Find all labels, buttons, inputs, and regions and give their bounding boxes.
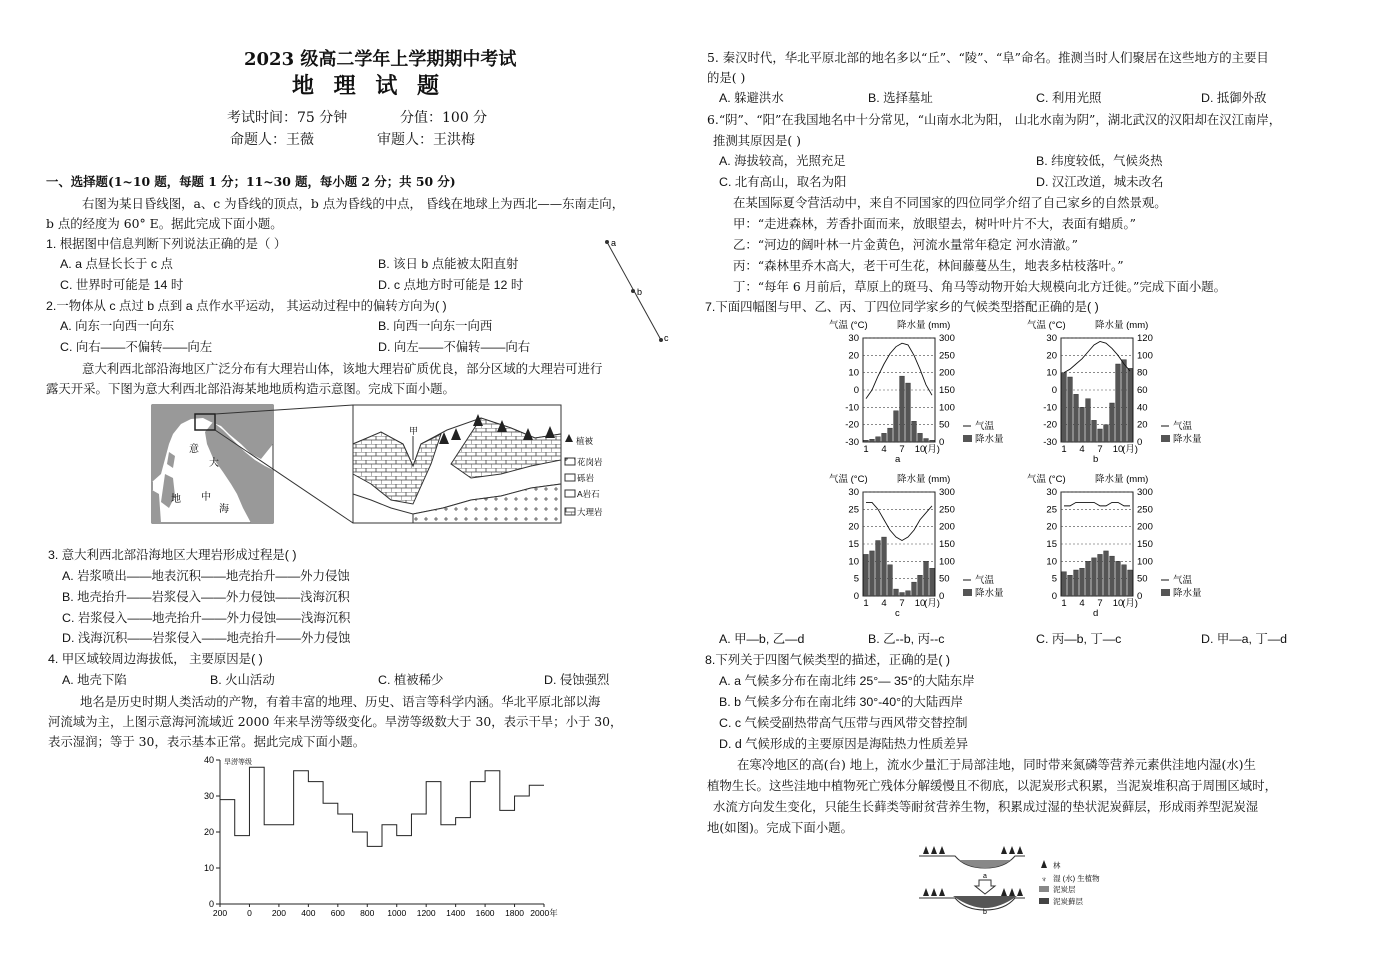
precip-tick-label: 200 [939, 367, 955, 379]
svg-text:b: b [983, 909, 987, 914]
x-tick-label: 1200 [416, 908, 436, 917]
temp-tick-label: 20 [1046, 350, 1057, 362]
precip-tick-label: 80 [1137, 367, 1148, 379]
q8-option-a[interactable]: A. a 气候多分布在南北纬 25°— 35°的大陆东岸 [719, 674, 975, 688]
precip-bar [918, 433, 923, 442]
precip-tick-label: 50 [939, 419, 950, 431]
q3-option-c[interactable]: C. 岩浆侵入——地壳抬升——外力侵蚀——浅海沉积 [62, 611, 351, 625]
precip-tick-label: 50 [939, 573, 950, 585]
x-tick-label: 1800 [505, 908, 525, 917]
precip-tick-label: 120 [1137, 333, 1153, 344]
q5-option-c[interactable]: C. 利用光照 [1036, 91, 1102, 105]
temp-tick-label: -10 [1043, 402, 1057, 414]
scene-jia: 甲：“走进森林，芳香扑面而来，放眼望去，树叶叶片不大，表面有蜡质。” [733, 216, 1136, 231]
temp-curve [866, 502, 932, 540]
precip-bar [930, 440, 935, 442]
precip-axis-title: 降水量 (mm) [1095, 474, 1149, 485]
precip-tick-label: 100 [1137, 350, 1153, 362]
temp-curve [1064, 502, 1130, 505]
precip-bar [888, 428, 893, 442]
precip-bar [906, 383, 911, 442]
peat-paragraph: 在寒冷地区的高(台) 地上，流水少量汇于局部洼地，同时带来氮磷等营养元素供洼地内湿(水)生 [737, 757, 1256, 772]
precip-tick-label: 150 [1137, 539, 1153, 550]
precip-bar [864, 554, 869, 596]
q6-option-d[interactable]: D. 汉江改道，城未改名 [1036, 175, 1164, 189]
x-tick-label: 1400 [446, 908, 466, 917]
precip-bar [1110, 403, 1115, 442]
chart-name: d [1093, 608, 1099, 619]
exam-time: 考试时间：75 分钟 [227, 110, 348, 126]
temp-tick-label: 5 [853, 573, 859, 585]
precip-bar [870, 439, 875, 442]
temp-tick-label: 0 [853, 591, 859, 602]
point-jia-label: 甲 [409, 426, 419, 436]
precip-bar [876, 541, 881, 596]
precip-bar [900, 593, 905, 596]
temp-tick-label: 30 [848, 487, 859, 498]
legend-temp-label: 气温 [975, 575, 995, 586]
temp-tick-label: -20 [1043, 419, 1057, 431]
precip-bar [1092, 558, 1097, 596]
month-tick-label: 7 [899, 444, 905, 455]
scene-yi: 乙：“河边的阔叶林一片金黄色，河流水量常年稳定 河水清澈。” [733, 237, 1078, 252]
precip-tick-label: 40 [1137, 402, 1148, 414]
precip-bar [1128, 570, 1133, 596]
q2-option-a[interactable]: A. 向东一向西一向东 [60, 319, 175, 333]
precip-bar [864, 440, 869, 442]
question-3-stem: 3. 意大利西北部沿海地区大理岩形成过程是( ) [48, 548, 297, 562]
temp-tick-label: 30 [848, 333, 859, 344]
legend-temp-label: 气温 [1173, 421, 1193, 432]
question-5-stem: 5. 秦汉时代，华北平原北部的地名多以“丘”、“陵”、“阜”命名。推测当时人们聚居在这些地方的主要目 [707, 50, 1269, 65]
month-unit-label: (月) [924, 444, 940, 455]
climate-chart-a [827, 318, 1017, 466]
precip-bar [1080, 407, 1085, 442]
month-tick-label: 10 [914, 598, 926, 609]
precip-tick-label: 100 [939, 556, 955, 568]
question-6-stem: 6.“阴”、“阳”在我国地名中十分常见，“山南水北为阳， 山北水南为阴”，湖北武汉的汉阳却在汉江南岸， [707, 112, 1282, 127]
temp-tick-label: 0 [1051, 591, 1057, 602]
legend-temp-label: 气温 [975, 421, 995, 432]
precip-tick-label: 50 [1137, 573, 1148, 585]
precip-axis-title: 降水量 (mm) [897, 474, 951, 485]
y-tick-label: 40 [203, 755, 214, 765]
y-tick-label: 10 [203, 863, 214, 873]
q5-option-b[interactable]: B. 选择墓址 [868, 91, 933, 105]
precip-bar [1116, 561, 1121, 596]
temp-tick-label: 10 [848, 367, 859, 379]
legend-precip-label: 降水量 [1173, 434, 1202, 445]
label-a: a [611, 238, 617, 248]
precip-bar [912, 421, 917, 442]
precip-bar [906, 591, 911, 596]
q7-option-a[interactable]: A. 甲—b, 乙—d [719, 632, 805, 646]
chart-name: b [1093, 454, 1099, 465]
exam-score: 分值：100 分 [400, 110, 488, 126]
exam-author: 命题人：王薇 [230, 132, 314, 148]
temp-tick-label: 0 [1051, 385, 1057, 396]
chart-name: c [895, 608, 900, 619]
precip-bar [1104, 551, 1109, 596]
precip-bar [882, 537, 887, 596]
precip-bar [1098, 429, 1103, 442]
q2-option-d[interactable]: D. 向左——不偏转——向右 [378, 340, 531, 354]
svg-text:植被: 植被 [576, 436, 594, 446]
temp-tick-label: -20 [845, 419, 859, 431]
q6-option-b[interactable]: B. 纬度较低，气候炎热 [1036, 154, 1163, 168]
intro-line: 右图为某日昏线图，a、c 为昏线的顶点，b 点为昏线的中点， 昏线在地球上为西北——东南走向， [82, 196, 625, 211]
question-5-stem: 的是( ) [707, 70, 746, 85]
q4-option-d[interactable]: D. 侵蚀强烈 [544, 673, 610, 687]
precip-tick-label: 300 [939, 487, 955, 498]
svg-text:A岩石: A岩石 [577, 489, 600, 499]
precip-bar [1122, 360, 1127, 442]
precip-bar [1068, 575, 1073, 596]
legend-precip-swatch [963, 589, 972, 596]
scene-ding: 丁：“每年 6 月前后，草原上的斑马、角马等动物开始大规模向北方迁徙。”完成下面小题。 [733, 279, 1227, 294]
precip-tick-label: 0 [939, 437, 945, 448]
q2-option-b[interactable]: B. 向西一向东一向西 [378, 319, 493, 333]
temp-tick-label: -10 [845, 402, 859, 414]
legend-precip-swatch [1161, 589, 1170, 596]
x-tick-label: 1600 [475, 908, 495, 917]
q3-option-b[interactable]: B. 地壳抬升——岩浆侵入——外力侵蚀——浅海沉积 [62, 590, 350, 604]
precip-bar [924, 439, 929, 442]
x-tick-label: 600 [330, 908, 345, 917]
q7-option-b[interactable]: B. 乙--b, 丙--c [868, 632, 945, 646]
q5-option-a[interactable]: A. 躲避洪水 [719, 91, 784, 105]
precip-tick-label: 150 [939, 539, 955, 550]
temp-tick-label: 30 [1046, 487, 1057, 498]
precip-bar [1086, 561, 1091, 596]
temp-tick-label: -30 [845, 437, 859, 448]
precip-bar [1092, 420, 1097, 442]
peat-stage-a [919, 846, 1025, 880]
precip-bar [1086, 399, 1091, 442]
temp-axis-title: 气温 (°C) [829, 474, 868, 485]
scene-intro: 在某国际夏令营活动中，来自不同国家的四位同学介绍了自己家乡的自然景观。 [733, 195, 1167, 210]
precip-tick-label: 100 [939, 402, 955, 414]
q8-option-d[interactable]: D. d 气候形成的主要原因是海陆热力性质差异 [719, 737, 969, 751]
climate-chart-d [1025, 472, 1215, 620]
point-b [631, 289, 635, 293]
month-unit-label: (月) [1122, 598, 1138, 609]
month-tick-label: 4 [1079, 598, 1085, 609]
precip-bar [888, 565, 893, 596]
exam-title: 2023 级高二学年上学期期中考试 [244, 49, 517, 70]
temp-tick-label: 10 [848, 556, 859, 568]
precip-bar [1116, 364, 1121, 442]
peat-stage-b [919, 888, 1025, 914]
month-tick-label: 1 [1061, 598, 1067, 609]
italy-paragraph: 意大利西北部沿海地区广泛分布有大理岩山体，该地大理岩矿质优良，部分区域的大理岩可进行 [82, 361, 603, 376]
svg-text:湿 (水) 生植物: 湿 (水) 生植物 [1053, 874, 1100, 883]
y-tick-label: 0 [208, 899, 214, 909]
precip-bar [894, 589, 899, 596]
map-label: 大 [209, 458, 219, 469]
map-label: 意 [189, 444, 199, 455]
temp-tick-label: 30 [1046, 333, 1057, 344]
precip-bar [1098, 554, 1103, 596]
month-tick-label: 4 [881, 444, 887, 455]
place-name-paragraph: 河流域为主，上图示意海河流域近 2000 年来旱涝等级变化。旱涝等级数大于 30，表示干旱；小于 30， [48, 714, 623, 729]
q1-option-c[interactable]: C. 世界时可能是 14 时 [60, 278, 184, 292]
section-heading: 一、选择题(1~10 题，每题 1 分；11~30 题，每小题 2 分；共 50 分) [46, 174, 456, 189]
q1-option-d[interactable]: D. c 点地方时可能是 12 时 [378, 278, 524, 292]
x-tick-label: 1000 [387, 908, 407, 917]
map-label: 地 [171, 494, 181, 505]
temp-tick-label: 10 [1046, 556, 1057, 568]
precip-bar [1104, 425, 1109, 442]
chart-ticks [204, 755, 558, 917]
x-tick-label: 200 [212, 908, 228, 917]
q3-option-d[interactable]: D. 浅海沉积——岩浆侵入——地壳抬升——外力侵蚀 [62, 631, 351, 645]
place-name-paragraph: 表示湿润；等于 30，表示基本正常。据此完成下面小题。 [48, 734, 366, 749]
point-a [605, 240, 609, 244]
label-c: c [664, 333, 669, 343]
precip-axis-title: 降水量 (mm) [897, 320, 951, 331]
legend-precip-label: 降水量 [975, 434, 1004, 445]
question-2-stem: 2.一物体从 c 点过 b 点到 a 点作水平运动， 其运动过程中的偏转方向为( ) [46, 299, 447, 313]
month-unit-label: (月) [924, 598, 940, 609]
q4-option-c[interactable]: C. 植被稀少 [378, 673, 444, 687]
precip-bar [900, 376, 905, 442]
precip-bar [912, 582, 917, 596]
question-6-stem: 推测其原因是( ) [713, 133, 801, 148]
svg-text:砾岩: 砾岩 [577, 473, 595, 483]
q6-option-a[interactable]: A. 海拔较高，光照充足 [719, 154, 846, 168]
dusk-line-diagram [599, 236, 679, 346]
month-tick-label: 7 [899, 598, 905, 609]
climate-chart-b [1025, 318, 1215, 466]
precip-bar [1128, 368, 1133, 442]
x-tick-label: 800 [360, 908, 375, 917]
precip-tick-label: 0 [939, 591, 945, 602]
italy-geology-figure [151, 404, 621, 526]
peat-paragraph: 地(如图)。完成下面小题。 [707, 820, 853, 835]
month-tick-label: 7 [1097, 444, 1103, 455]
temp-tick-label: 20 [1046, 521, 1057, 533]
temp-tick-label: 25 [848, 504, 859, 516]
precip-tick-label: 20 [1137, 419, 1148, 431]
precip-bar [894, 411, 899, 442]
legend-precip-swatch [1161, 435, 1170, 442]
intro-line: b 点的经度为 60° E。据此完成下面小题。 [46, 216, 283, 231]
q7-option-d[interactable]: D. 甲—a, 丁—d [1201, 632, 1288, 646]
temp-tick-label: 20 [848, 350, 859, 362]
place-name-paragraph: 地名是历史时期人类活动的产物，有着丰富的地理、历史、语言等科学内涵。华北平原北部以海 [80, 694, 601, 709]
month-tick-label: 1 [863, 598, 869, 609]
precip-bar [930, 568, 935, 596]
q8-option-c[interactable]: C. c 气候受副热带高气压带与西风带交替控制 [719, 716, 968, 730]
precip-tick-label: 300 [1137, 487, 1153, 498]
svg-text:大理岩: 大理岩 [577, 507, 603, 517]
temp-tick-label: 15 [848, 539, 859, 550]
month-tick-label: 1 [1061, 444, 1067, 455]
temp-axis-title: 气温 (°C) [1027, 474, 1066, 485]
precip-tick-label: 0 [1137, 591, 1143, 602]
q7-option-c[interactable]: C. 丙—b, 丁—c [1036, 632, 1122, 646]
temp-tick-label: -30 [1043, 437, 1057, 448]
precip-tick-label: 300 [939, 333, 955, 344]
precip-bar [1080, 568, 1085, 596]
legend-precip-swatch [963, 435, 972, 442]
precip-bar [1062, 572, 1067, 596]
svg-text:泥炭藓层: 泥炭藓层 [1053, 897, 1083, 906]
temp-curve [866, 343, 932, 398]
precip-bar [882, 433, 887, 442]
precip-tick-label: 100 [1137, 556, 1153, 568]
precip-tick-label: 250 [1137, 504, 1153, 516]
q5-option-d[interactable]: D. 抵御外敌 [1201, 91, 1267, 105]
precip-tick-label: 200 [1137, 521, 1153, 533]
exam-subtitle: 地 理 试 题 [292, 73, 445, 99]
precip-bar [1074, 394, 1079, 442]
chart-name: a [895, 454, 901, 465]
month-tick-label: 4 [1079, 444, 1085, 455]
drought-series-line [220, 767, 544, 846]
q1-option-a[interactable]: A. a 点昼长长于 c 点 [60, 257, 173, 271]
y-tick-label: 20 [203, 827, 214, 837]
italy-paragraph: 露天开采。下图为意大利西北部沿海某地地质构造示意图。完成下面小题。 [46, 381, 455, 396]
legend-temp-label: 气温 [1173, 575, 1193, 586]
climate-chart-c [827, 472, 1017, 620]
q1-option-b[interactable]: B. 该日 b 点能被太阳直射 [378, 257, 519, 271]
svg-text:花岗岩: 花岗岩 [577, 457, 603, 467]
temp-tick-label: 20 [848, 521, 859, 533]
temp-tick-label: 10 [1046, 367, 1057, 379]
exam-reviewer: 审题人：王洪梅 [377, 132, 475, 148]
precip-bar [870, 551, 875, 596]
legend-precip-label: 降水量 [975, 588, 1004, 599]
question-4-stem: 4. 甲区域较周边海拔低， 主要原因是( ) [48, 652, 263, 666]
q4-option-b[interactable]: B. 火山活动 [210, 673, 275, 687]
month-tick-label: 10 [1112, 598, 1124, 609]
x-tick-label: 200 [271, 908, 287, 917]
precip-bar [1110, 556, 1115, 596]
month-tick-label: 7 [1097, 598, 1103, 609]
svg-text:林: 林 [1053, 861, 1061, 870]
point-c [659, 338, 663, 342]
peat-paragraph: 水流方向发生变化，只能生长藓类等耐贫营养生物，积累成过湿的垫状泥炭藓层，形成雨养型泥炭湿 [713, 799, 1259, 814]
x-tick-label: 0 [247, 908, 252, 917]
precip-axis-title: 降水量 (mm) [1095, 320, 1149, 331]
precip-tick-label: 150 [939, 385, 955, 396]
drought-flood-chart [154, 752, 574, 917]
temp-axis-title: 气温 (°C) [829, 320, 868, 331]
peat-wetland-diagram [915, 842, 1145, 914]
temp-tick-label: 25 [1046, 504, 1057, 516]
legend-precip-label: 降水量 [1173, 588, 1202, 599]
month-tick-label: 10 [1112, 444, 1124, 455]
precip-tick-label: 250 [939, 504, 955, 516]
svg-text:♆: ♆ [1041, 875, 1047, 884]
temp-axis-title: 气温 (°C) [1027, 320, 1066, 331]
question-1-stem: 1. 根据图中信息判断下列说法正确的是（ ） [46, 237, 287, 251]
precip-tick-label: 0 [1137, 437, 1143, 448]
x-tick-label: 2000年 [530, 908, 558, 917]
precip-tick-label: 60 [1137, 385, 1148, 396]
x-tick-label: 400 [301, 908, 316, 917]
question-8-stem: 8.下列关于四图气候类型的描述，正确的是( ) [705, 653, 951, 667]
q2-option-c[interactable]: C. 向右——不偏转——向左 [60, 340, 213, 354]
month-tick-label: 1 [863, 444, 869, 455]
peat-legend [1039, 860, 1100, 906]
map-label: 中 [201, 492, 211, 503]
q6-option-c[interactable]: C. 北有高山，取名为阳 [719, 175, 847, 189]
temp-tick-label: 5 [1051, 573, 1057, 585]
precip-bar [1062, 373, 1067, 442]
precip-bar [1068, 377, 1073, 442]
label-b: b [637, 287, 643, 297]
scene-bing: 丙：“森林里乔木高大，老干可生花，林间藤蔓丛生，地表多枯枝落叶。” [733, 258, 1124, 273]
precip-bar [924, 561, 929, 596]
precip-bar [876, 437, 881, 442]
q8-option-b[interactable]: B. b 气候多分布在南北纬 30°-40°的大陆西岸 [719, 695, 963, 709]
month-tick-label: 10 [914, 444, 926, 455]
month-tick-label: 4 [881, 598, 887, 609]
q4-option-a[interactable]: A. 地壳下陷 [62, 673, 127, 687]
q3-option-a[interactable]: A. 岩浆喷出——地表沉积——地壳抬升——外力侵蚀 [62, 569, 350, 583]
map-label: 海 [219, 504, 229, 515]
precip-tick-label: 200 [939, 521, 955, 533]
geology-legend [565, 434, 603, 517]
precip-bar [918, 575, 923, 596]
question-7-stem: 7.下面四幅图与甲、乙、丙、丁四位同学家乡的气候类型搭配正确的是( ) [705, 300, 1099, 314]
svg-text:泥炭层: 泥炭层 [1053, 885, 1076, 894]
svg-text:a: a [983, 873, 987, 880]
y-tick-label: 30 [203, 791, 214, 801]
precip-tick-label: 250 [939, 350, 955, 362]
peat-paragraph: 植物生长。这些洼地中植物死亡残体分解缓慢且不彻底，以泥炭形式积累，当泥炭堆积高于周围区域时， [707, 778, 1277, 793]
temp-tick-label: 15 [1046, 539, 1057, 550]
month-unit-label: (月) [1122, 444, 1138, 455]
arrow-icon [975, 880, 995, 894]
precip-bar [1122, 565, 1127, 596]
precip-bar [1074, 570, 1079, 596]
chart-ylabel: 旱涝等级 [224, 759, 252, 766]
temp-tick-label: 0 [853, 385, 859, 396]
